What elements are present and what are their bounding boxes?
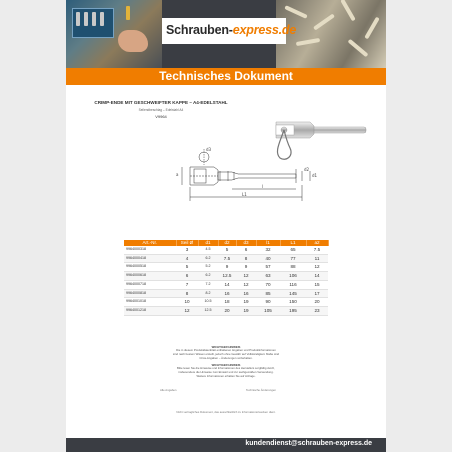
table-cell: 23: [306, 306, 328, 315]
table-cell: 32: [256, 246, 280, 254]
table-cell: 7.5: [306, 246, 328, 254]
table-cell: 40: [256, 254, 280, 263]
table-cell: 77: [280, 254, 306, 263]
dim-l1: L1: [242, 192, 247, 197]
table-cell: 19: [236, 306, 256, 315]
table-cell: 105: [256, 306, 280, 315]
table-row: [124, 246, 328, 254]
table-cell: 4: [176, 254, 198, 263]
table-cell: 106: [280, 272, 306, 281]
table-cell: 8: [236, 254, 256, 263]
table-cell: 8: [176, 289, 198, 298]
dim-d3: d3: [206, 147, 212, 152]
dim-a: a: [176, 172, 179, 177]
notes-line: insbesondere die Hinweise zum Einsatz und zur sachgemäßen Verwendung.: [178, 370, 274, 375]
table-cell: 9964000718: [124, 280, 176, 289]
tools-photo: [66, 0, 162, 68]
dim-l: l: [262, 184, 264, 189]
signature-left: Alle Angaben: [160, 388, 177, 392]
notes-line: Die in diesem Produktdatenblatt enthaltenen Angaben und Produktinformationen: [176, 348, 276, 352]
table-cell: 5: [218, 246, 236, 254]
table-cell: 10: [176, 298, 198, 307]
table-cell: 6: [236, 246, 256, 254]
notes-line: Bitte lesen Sie die Hinweise und Informationen des Herstellers sorgfältig durch,: [177, 366, 275, 371]
table-row: [124, 263, 328, 272]
table-row: [124, 298, 328, 307]
table-cell: 14: [306, 272, 328, 281]
table-cell: 12: [306, 263, 328, 272]
table-row: [124, 289, 328, 298]
table-cell: 12: [236, 272, 256, 281]
table-cell: 12.5: [218, 272, 236, 281]
product-title: CRIMP-ENDE MIT GESCHWEIFTER KAPPE – A4-EDELSTAHL: [94, 100, 228, 105]
column-header: l1: [256, 240, 280, 246]
notes-heading: WICHTIGER HINWEIS: [211, 345, 241, 349]
document-page: [66, 0, 386, 452]
table-cell: 4.5: [198, 246, 218, 254]
notes-line: sind nach bestem Wissen erstellt, jedoch ohne Gewähr auf Vollständigkeit. Maße sind: [172, 351, 280, 356]
table-cell: 10.5: [198, 298, 218, 307]
table-cell: 15: [306, 280, 328, 289]
column-header: d1: [198, 240, 218, 246]
table-cell: 9964000418: [124, 254, 176, 263]
table-cell: 16: [236, 289, 256, 298]
table-cell: 150: [280, 298, 306, 307]
table-cell: 8.2: [198, 289, 218, 298]
table-cell: 11: [306, 254, 328, 263]
table-cell: 9: [218, 263, 236, 272]
notes-heading: WICHTIGER HINWEIS: [211, 363, 241, 368]
table-cell: 19: [236, 298, 256, 307]
table-cell: 5: [176, 263, 198, 272]
table-row: [124, 280, 328, 289]
column-header: d2: [218, 240, 236, 246]
table-cell: 7: [176, 280, 198, 289]
table-cell: 9964000518: [124, 263, 176, 272]
table-cell: 116: [280, 280, 306, 289]
signature-row: [126, 388, 326, 396]
table-row: [124, 254, 328, 263]
product-code: V9964: [155, 114, 167, 119]
support-email-link[interactable]: kundendienst@schrauben-express.de: [245, 440, 372, 447]
table-cell: 9964001018: [124, 298, 176, 307]
footer-bar: [66, 438, 386, 452]
table-cell: 20: [306, 298, 328, 307]
table-cell: 88: [280, 263, 306, 272]
table-cell: 14: [218, 280, 236, 289]
table-row: [124, 306, 328, 315]
document-type-banner: Technisches Dokument: [66, 68, 386, 85]
header-banner: [66, 0, 386, 68]
table-cell: 9964000618: [124, 272, 176, 281]
table-cell: 12.5: [198, 306, 218, 315]
table-cell: 5.2: [198, 263, 218, 272]
table-cell: 9964000318: [124, 246, 176, 254]
technical-drawing: [172, 145, 342, 207]
table-cell: 7.2: [198, 280, 218, 289]
signature-right: Technische Änderungen: [246, 388, 277, 392]
column-header: a2: [306, 240, 328, 246]
table-cell: 57: [256, 263, 280, 272]
table-cell: 9964000818: [124, 289, 176, 298]
table-cell: 7.5: [218, 254, 236, 263]
specification-table: [124, 240, 329, 316]
column-header: L1: [280, 240, 306, 246]
table-cell: 9: [236, 263, 256, 272]
disclaimer-footnote: Nicht vertragliches Dokument, das ausschließlich zu Informationszwecken dient.: [176, 410, 276, 414]
notes-line: Circa-Angaben – Änderungen vorbehalten.: [199, 355, 253, 360]
table-cell: 12: [176, 306, 198, 315]
notes-line: Weitere Informationen erhalten Sie auf Anfrage.: [196, 373, 256, 378]
column-header: d3: [236, 240, 256, 246]
table-cell: 85: [256, 289, 280, 298]
notes-block: [126, 344, 326, 379]
table-cell: 90: [256, 298, 280, 307]
table-cell: 195: [280, 306, 306, 315]
table-cell: 12: [236, 280, 256, 289]
table-cell: 6: [176, 272, 198, 281]
table-cell: 20: [218, 306, 236, 315]
column-header: Art.-Nr.: [124, 240, 176, 246]
table-cell: 3: [176, 246, 198, 254]
brand-logo[interactable]: Schrauben-express.de: [166, 23, 297, 37]
column-header: Seil Ø: [176, 240, 198, 246]
table-cell: 6.2: [198, 272, 218, 281]
table-cell: 6.2: [198, 254, 218, 263]
table-cell: 16: [218, 289, 236, 298]
table-cell: 18: [218, 298, 236, 307]
table-row: [124, 272, 328, 281]
table-cell: 70: [256, 280, 280, 289]
dim-d1: d1: [312, 173, 318, 178]
table-cell: 65: [280, 246, 306, 254]
table-cell: 9964001218: [124, 306, 176, 315]
table-cell: 17: [306, 289, 328, 298]
table-cell: 145: [280, 289, 306, 298]
table-cell: 63: [256, 272, 280, 281]
dim-d2: d2: [304, 167, 310, 172]
product-subtitle: Seilendbeschlag – Edelstahl A4: [138, 108, 184, 112]
